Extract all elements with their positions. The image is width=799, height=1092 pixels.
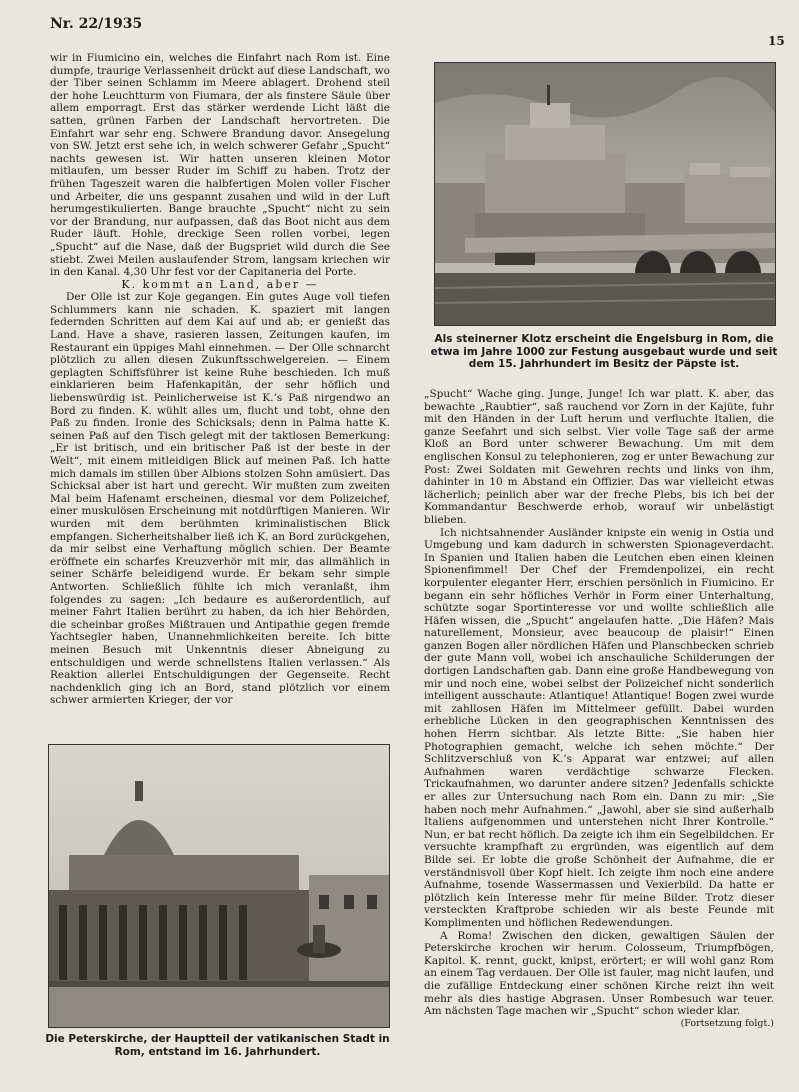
paragraph-land: Der Olle ist zur Koje gegangen. Ein gutes Auge voll tiefen Schlummers kann nie schaden. K. spaziert mit langen federnden Schritten auf dem Kai auf und ab; er genießt das Land. Have a shave, rasieren lassen, Zeitungen kaufen, im Restaurant ein üppiges Mahl einnehmen. — Der Olle schnarcht plötzlich zu allen diesen Zukunftsschwelgereien. — Einem geplagten Schiffsführer ist keine Ruhe beschieden. Ich muß einklarieren beim Hafenkapitän, der sehr höflich und liebenswürdig ist. Peinlicherweise ist K.’s Paß nirgendwo an Bord zu finden. K. wühlt alles um, flucht und tobt, ohne den Paß zu finden. Ironie des Schicksals; denn in Palma hatte K. seinen Paß auf den Tisch gelegt mit der taktlosen Bemerkung: „Er ist britisch, und ein britischer Paß ist der beste in der Welt“, mit einem mitleidigen Blick auf meinen Paß. Ich hatte mich damals im stillen über Albions stolzen Sohn amüsiert. Das Schicksal aber ist hart und gerecht. Wir mußten zum zweiten Mal beim Hafenamt erscheinen, diesmal vor dem Polizeichef, einer muskulösen Erscheinung mit notdürftigen Manieren. Wir wurden mit dem berühmten kriminalistischen Blick empfangen. Sicherheitshalber ließ ich K. an Bord zurückgehen, da mir selbst eine Verhaftung möglich schien. Der Beamte eröffnete ein scharfes Kreuzverhör mit mir, das allmählich in seiner Schärfe beleidigend wurde. Er bekam sehr simple Antworten. Schließlich fühlte ich mich veranlaßt, ihm folgendes zu sagen: „Ich bedaure es außerordentlich, auf meiner Fahrt Italien berührt zu haben, da ich hier Behörden, die scheinbar großes Mißtrauen und Antipathie gegen fremde Yachtsegler haben, Unannehmlichkeiten bereite. Ich bitte meinen Besuch mit Unkenntnis dieser Abneigung zu entschuldigen und werde schnellstens Italien verlassen.“ Als Reaktion allerlei Entschuldigungen der Gegenseite. Recht nachdenklich ging ich an Bord, stand plötzlich vor einem schwer armierten Krieger, der vor — [50, 291, 390, 707]
peterskirche-photo — [48, 744, 390, 1028]
paragraph-rome: A Roma! Zwischen den dicken, gewaltigen Säulen der Peterskirche krochen wir herum. Colosseum, Triumpfbögen, Kapitol. K. rennt, guckt, knipst, erörtert; er will wohl ganz Rom an einem Tag verdauen. Der Olle ist fauler, mag nicht laufen, und die zufällige Entdeckung einer schönen Kirche reizt ihn weit mehr als dies hastige Abgrasen. Unser Rombesuch war teuer. Am nächsten Tage machen wir „Spucht“ schon wieder klar. — [424, 929, 774, 1018]
paragraph-spy: Ich nichtsahnender Ausländer knipste ein wenig in Ostia und Umgebung und kam dadurch in schwersten Spionageverdacht. In Spanien und Italien haben die Leutchen eben einen kleinen Spionenfimmel! Der Chef der Fremdenpolizei, ein recht korpulenter eleganter Herr, erschien persönlich in Fiumicino. Er begann ein sehr höfliches Verhör in Form einer Unterhaltung, schützte sogar Sportinteresse vor und wollte schließlich alle Häfen wissen, die „Spucht“ angelaufen hatte. „Die Häfen? Mais naturellement, Monsieur, avec beaucoup de plaisir!“ Einen ganzen Bogen aller nördlichen Häfen und Planschbecken schrieb der gute Mann voll, wobei ich anschauliche Schilderungen der dortigen Landschaften gab. Dann eine große Handbewegung von mir und noch eine, wobei selbst der Polizeichef nicht sonderlich intelligent ausschaute: Atlantique! Atlantique! Bogen zwei wurde mit zahllosen Häfen im Mittelmeer gefüllt. Dabei wurden erhebliche Lücken in den geographischen Kenntnissen des hohen Herrn sichtbar. Als letzte Bitte: „Sie haben hier Photographien gemacht, welche ich sehen möchte.“ Der Schlitzverschluß von K.’s Apparat war entzwei; auf allen Aufnahmen waren verdächtige schwarze Flecken. Trickaufnahmen, wo darunter andere sitzen? Jedenfalls schickte er alles zur Untersuchung nach Rom ein. Dann zu mir: „Sie haben noch mehr Aufnahmen.“ „Jawohl, aber sie sind außerhalb Italiens aufgenommen und unterstehen nicht Ihrer Kontrolle.“ Nun, er bat recht höflich. Da zeigte ich ihm ein Segelbildchen. Er versuchte krampfhaft zu ergründen, was eigentlich auf dem Bilde sei. Er lobte die große Schönheit der Aufnahme, die er verständnisvoll über Kopf hielt. Ich zeigte ihm noch eine andere Aufnahme, tosende Wassermassen und Vexierbild. Da hatte er plötzlich kein Interesse mehr für meine Bilder. Trotz dieser versteckten Kraftprobe schieden wir als beste Feunde mit Komplimenten und höflichen Redewendungen. — [424, 526, 774, 929]
continued-note: (Fortsetzung folgt.) — [680, 1017, 774, 1029]
engelsburg-caption: Als steinerner Klotz erscheint die Engelsburg in Rom, die etwa im Jahre 1000 zur Festung ausgebaut wurde und seit dem 15. Jahrhundert im Besitz der Päpste ist. — [430, 333, 778, 370]
peterskirche-caption: Die Peterskirche, der Hauptteil der vatikanischen Stadt in Rom, entstand im 16. Jahrhundert. — [45, 1033, 390, 1058]
paragraph-intro: wir in Fiumicino ein, welches die Einfahrt nach Rom ist. Eine dumpfe, traurige Verlassenheit drückt auf diese Landschaft, wo der Tiber seinen Schlamm im Meere ablagert. Drohend steil der hohe Leuchtturm von Fiumara, der als finstere Säule über allem emporragt. Erst das stärker werdende Licht läßt die satten, grünen Farben der Landschaft hervortreten. Die Einfahrt war sehr eng. Schwere Brandung davor. Ansegelung von SW. Jetzt erst sehe ich, in welch schwerer Gefahr „Spucht“ nachts gewesen ist. Wir hatten unseren kleinen Motor mitlaufen, um besser Ruder im Schiff zu haben. Trotz der frühen Tageszeit waren die halbfertigen Molen voller Fischer und Arbeiter, die uns gespannt zusahen und wild in der Luft herumgestikulierten. Bange brauchte „Spucht“ nicht zu sein vor der Brandung, nur aufpassen, daß das Boot nicht aus dem Ruder läuft. Hohle, dreckige Seen rollen vorbei, legen „Spucht“ auf die Nase, daß der Bugspriet wild durch die See stiebt. Zwei Meilen auslaufender Strom, langsam kriechen wir in den Kanal. 4,30 Uhr fest vor der Capitaneria del Porte. — [50, 52, 390, 279]
left-column — [50, 52, 390, 707]
page-number: 15 — [768, 34, 785, 48]
issue-number: Nr. 22/1935 — [50, 16, 143, 32]
right-column — [424, 388, 774, 1030]
paragraph-guard: „Spucht“ Wache ging. Junge, Junge! Ich war platt. K. aber, das bewachte „Raubtier“, saß rauchend vor Zorn in der Kajüte, fuhr mit den Händen in der Luft herum und verfluchte Italien, die ganze Seefahrt und sich selbst. Vier volle Tage saß der arme Kloß an Bord unter schwerer Bewachung. Um mit dem englischen Konsul zu telephonieren, zog er unter Bewachung zur Post: Zwei Soldaten mit Gewehren rechts und links von ihm, dahinter in 10 m Abstand ein Offizier. Das war vielleicht etwas lächerlich; peinlich aber war der freche Plebs, bis ich bei der Kommandantur Beschwerde erhob, worauf wir unbelästigt blieben. — [424, 388, 774, 526]
section-subheading: K. kommt an Land, aber — — [121, 277, 319, 291]
engelsburg-photo — [434, 62, 776, 326]
